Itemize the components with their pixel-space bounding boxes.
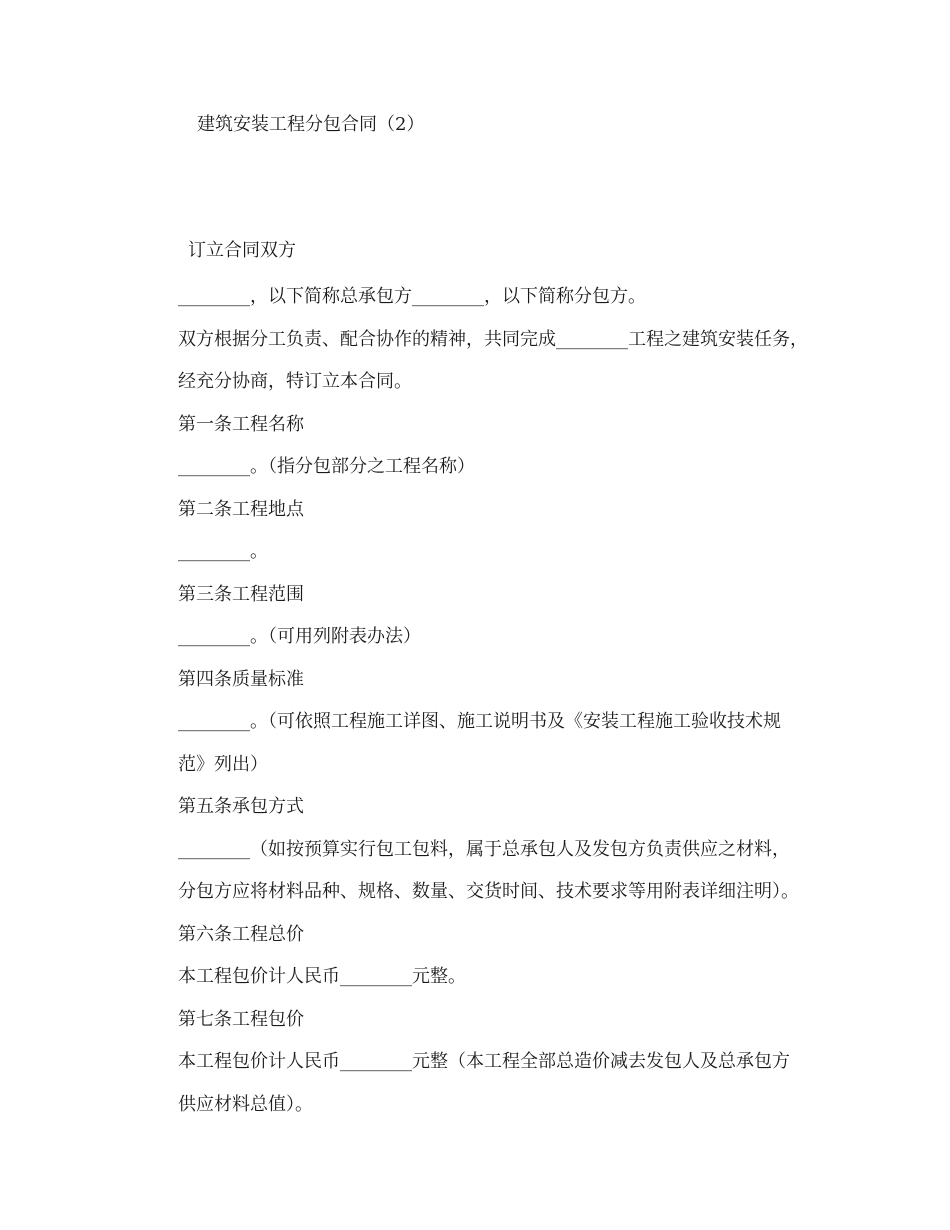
article-7-heading: 第七条工程包价 xyxy=(178,1008,304,1030)
article-5-heading: 第五条承包方式 xyxy=(178,796,304,817)
article-6-text: 本工程包价计人民币________元整。 xyxy=(178,966,466,987)
article-5-text-2: 分包方应将材料品种、规格、数量、交货时间、技术要求等用附表详细注明）。 xyxy=(178,881,799,902)
article-4-text-2: 范》列出） xyxy=(178,753,268,775)
purpose-line-1: 双方根据分工负责、配合协作的精神，共同完成________工程之建筑安装任务， xyxy=(178,328,808,350)
article-7-text-2: 供应材料总值）。 xyxy=(178,1093,313,1115)
article-4-text-1: ________。（可依照工程施工详图、施工说明书及《安装工程施工验收技术规 xyxy=(178,711,781,732)
article-4-heading: 第四条质量标准 xyxy=(178,668,304,690)
document-title: 建筑安装工程分包合同（2） xyxy=(197,114,425,135)
article-7-text-1: 本工程包价计人民币________元整（本工程全部总造价减去发包人及总承包方 xyxy=(178,1051,790,1072)
article-2-text: ________。 xyxy=(178,541,268,562)
purpose-line-2: 经充分协商，特订立本合同。 xyxy=(178,371,412,392)
article-5-text-1: ________（如按预算实行包工包料，属于总承包人及发包方负责供应之材料， xyxy=(178,838,790,860)
article-3-heading: 第三条工程范围 xyxy=(178,583,304,605)
article-1-heading: 第一条工程名称 xyxy=(178,413,304,435)
article-3-text: ________。（可用列附表办法） xyxy=(178,626,421,647)
article-1-text: ________。（指分包部分之工程名称） xyxy=(178,456,475,477)
intro-heading: 订立合同双方 xyxy=(188,240,296,261)
article-6-heading: 第六条工程总价 xyxy=(178,923,304,945)
parties-line: ________，以下简称总承包方________，以下简称分包方。 xyxy=(178,286,646,307)
article-2-heading: 第二条工程地点 xyxy=(178,498,304,520)
document-body xyxy=(178,284,838,1134)
